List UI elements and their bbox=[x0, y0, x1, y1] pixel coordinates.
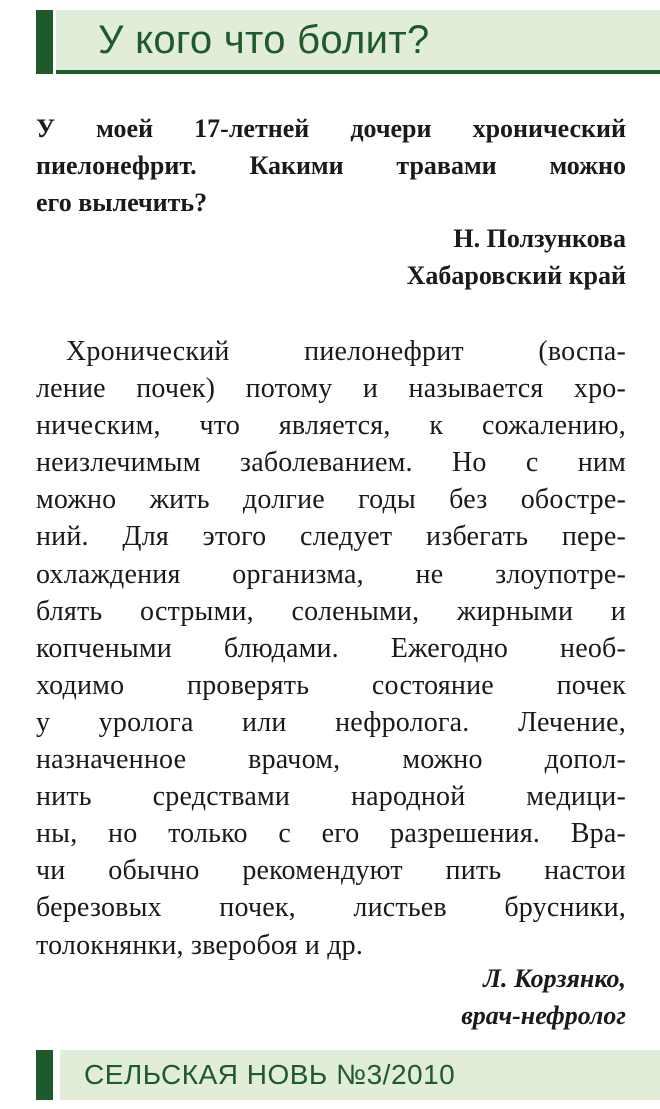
answer-line: ходимо проверять состояние почек bbox=[36, 669, 626, 701]
answer-signature bbox=[300, 960, 626, 1034]
answer-line: у уролога или нефролога. Лечение, bbox=[36, 706, 626, 738]
answer-line: неизлечимым заболеванием. Но с ним bbox=[36, 447, 626, 479]
author-name: Н. Ползункова bbox=[453, 224, 626, 253]
reader-question bbox=[36, 110, 626, 221]
answer-line: ление почек) потому и называется хро- bbox=[36, 373, 626, 405]
question-line: пиелонефрит. Какими травами можно bbox=[36, 151, 626, 180]
answer-line: копчеными блюдами. Ежегодно необ- bbox=[36, 632, 626, 664]
answer-line: можно жить долгие годы без обостре- bbox=[36, 484, 626, 516]
section-title: У кого что болит? bbox=[98, 18, 430, 62]
answer-line: толокнянки, зверобоя и др. bbox=[36, 929, 364, 961]
signature-title: врач-нефролог bbox=[461, 1001, 626, 1030]
publication-credit: СЕЛЬСКАЯ НОВЬ №3/2010 bbox=[84, 1059, 456, 1090]
question-line: его вылечить? bbox=[36, 188, 208, 217]
answer-line: назначенное врачом, можно допол- bbox=[36, 744, 626, 776]
section-header bbox=[0, 0, 660, 76]
answer-line: березовых почек, листьев брусники, bbox=[36, 892, 626, 924]
answer-line: ны, но только с его разрешения. Вра- bbox=[36, 818, 626, 850]
answer-line: ний. Для этого следует избегать пере- bbox=[36, 521, 626, 553]
author-region: Хабаровский край bbox=[406, 261, 626, 290]
footer-accent-bar bbox=[36, 1050, 53, 1100]
signature-name: Л. Корзянко, bbox=[483, 964, 626, 993]
header-accent-bar bbox=[36, 10, 53, 74]
answer-line: нить средствами народной медици- bbox=[36, 781, 626, 813]
question-line: У моей 17-летней дочери хронический bbox=[36, 114, 626, 143]
question-author bbox=[300, 220, 626, 294]
answer-line: ническим, что является, к сожалению, bbox=[36, 410, 626, 442]
answer-line: блять острыми, солеными, жирными и bbox=[36, 595, 626, 627]
answer-line: Хронический пиелонефрит (воспа- bbox=[66, 336, 626, 367]
answer-line: охлаждения организма, не злоупотре- bbox=[36, 558, 626, 590]
doctor-answer bbox=[36, 333, 626, 964]
answer-line: чи обычно рекомендуют пить настои bbox=[36, 855, 626, 887]
